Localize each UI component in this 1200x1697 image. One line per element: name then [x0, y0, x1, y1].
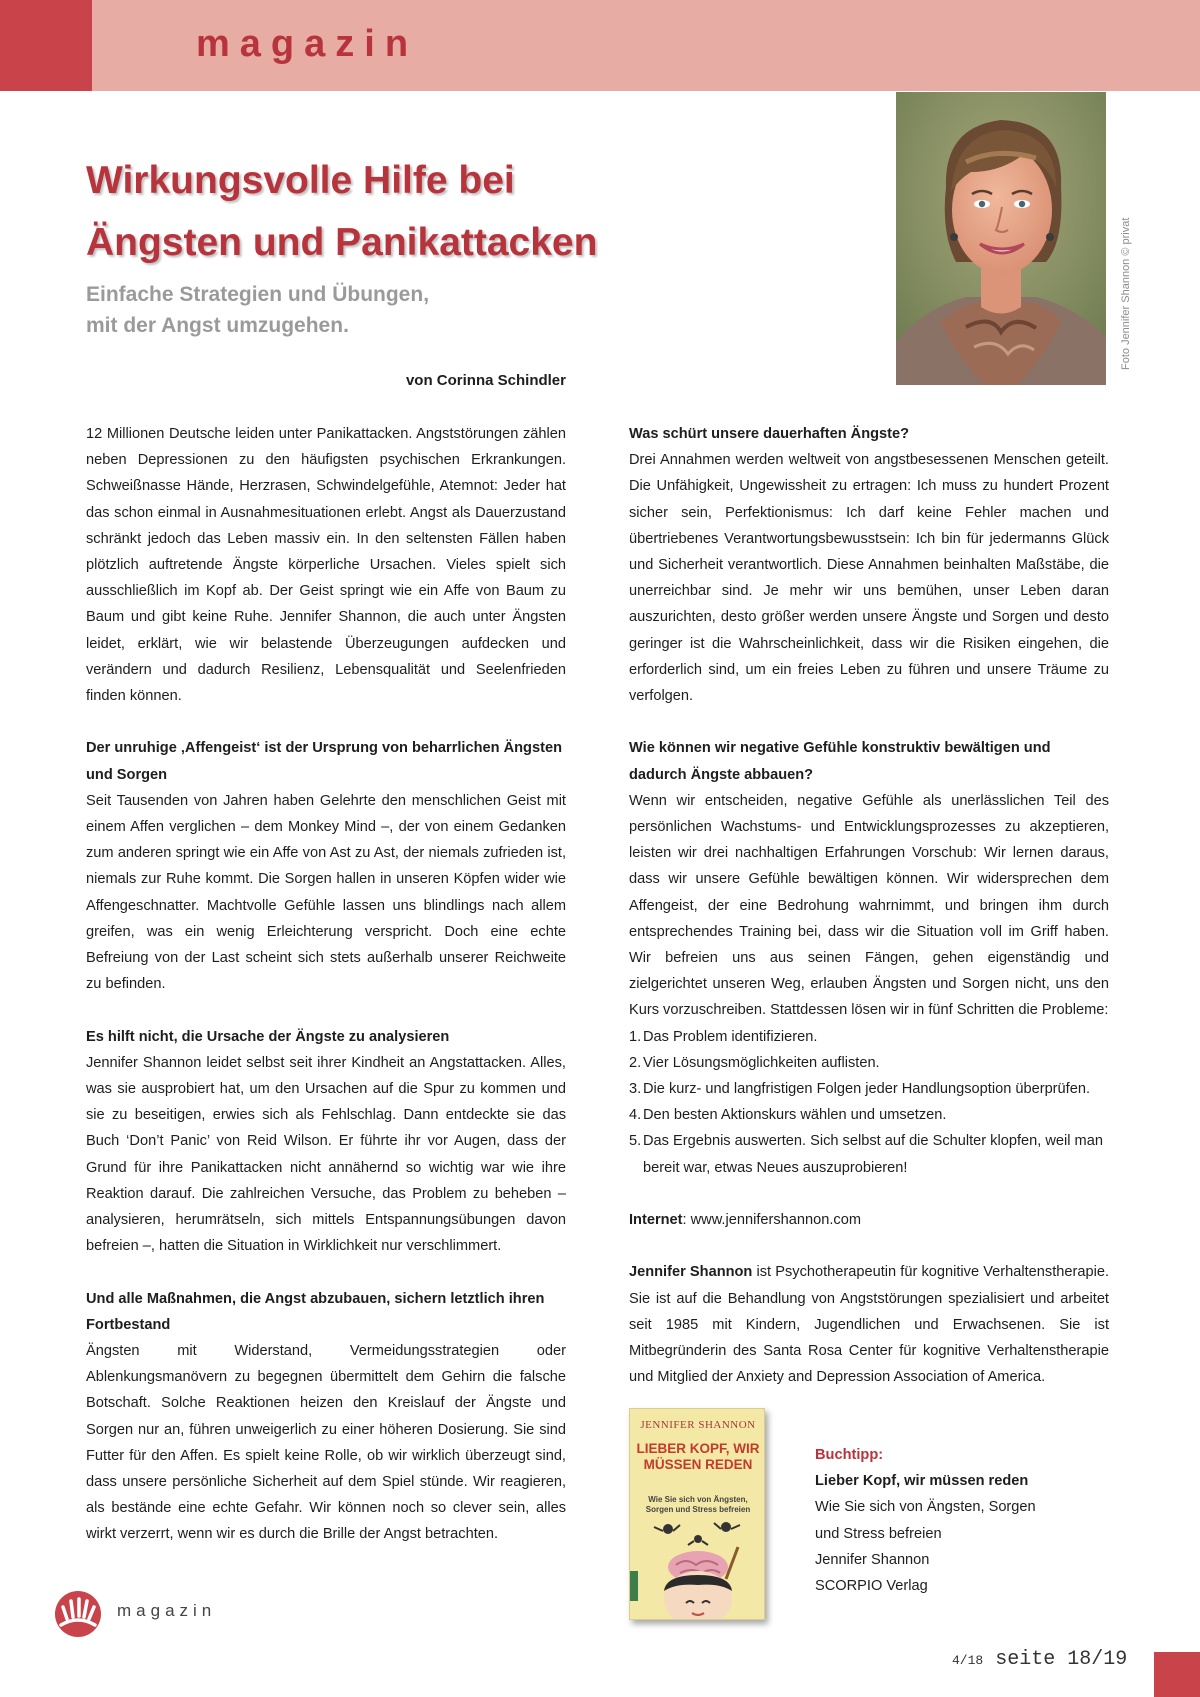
article-headline: [86, 150, 606, 274]
list-item: 1. Das Problem identifizieren.: [629, 1028, 818, 1045]
header-color-block: [0, 0, 92, 91]
author-bio: [629, 1259, 1109, 1390]
section-heading-affengeist: Der unruhige ‚Affengeist‘ ist der Ursprung von beharrlichen Ängsten und Sorgen: [86, 740, 562, 783]
section-body-massnahmen: Ängsten mit Widerstand, Vermeidungsstrategien oder Ablenkungsmanövern zu begegnen übermittelt dem Gehirn die falsche Botschaft. Solche Reaktionen heizen den Kreislauf der Ängste und Sorgen nur an, führen unweigerlich zu einer höheren Dosierung. Sie sind Futter für den Affen. Es spielt keine Rolle, ob wir wirklich überzeugt sind, dass unsere persönliche Sicherheit auf dem Spiel stünde. Wir reagieren, als bestände eine echte Gefahr. Wir können noch so clever sein, alles wirkt verzerrt, wenn wir es durch die Brille der Angst betrachten.: [86, 1343, 566, 1543]
section-body-ursache: Jennifer Shannon leidet selbst seit ihrer Kindheit an Angstattacken. Alles, was sie ausprobiert hat, um den Ursachen auf die Spur zu kommen und sie zu beseitigen, erwies sich als Fehlschlag. Dann entdeckte sie das Buch ‘Don’t Panic’ von Reid Wilson. Er führte ihr vor Augen, dass der Grund für ihre Panikattacken nicht annähernd so wichtig war wie ihre Reaktion darauf. Die zahlreichen Versuche, das Problem zu beheben – analysieren, herumrätseln, sich mittels Entspannungsübungen davon befreien –, hatten die Situation in Wirklichkeit nur verschlimmert.: [86, 1054, 566, 1255]
photo-credit-text: Foto Jennifer Shannon © privat: [1120, 217, 1132, 370]
intro-paragraph: 12 Millionen Deutsche leiden unter Panikattacken. Angststörungen zählen neben Depressionen zu den häufigsten psychischen Erkrankungen. Schweißnasse Hände, Herzrasen, Schwindelgefühle, Atemnot: Jeder hat das schon einmal in Ausnahmesituationen erlebt. Angst als Dauerzustand schränkt jedoch das Leben massiv ein. In den seltensten Fällen haben plötzlich auftretende Ängste körperliche Ursachen. Vieles spielt sich ausschließlich im Kopf ab. Der Geist springt wie ein Affe von Baum zu Baum und gibt keine Ruhe. Jennifer Shannon, die auch unter Ängsten leidet, erklärt, wie wir belastende Überzeugungen aufdecken und verändern und dadurch Resilienz, Lebensqualität und Seelenfrieden finden können.: [86, 426, 566, 705]
section-heading-negative-gefuehle: Wie können wir negative Gefühle konstruktiv bewältigen und dadurch Ängste abbauen?: [629, 740, 1051, 783]
left-text-column: [86, 421, 566, 1548]
list-item: 2. Vier Lösungsmöglichkeiten auflisten.: [629, 1054, 880, 1071]
subtitle-line-1: Einfache Strategien und Übungen,: [86, 283, 430, 306]
list-item: 4. Den besten Aktionskurs wählen und umsetzen.: [629, 1107, 947, 1124]
section-body-negative-gefuehle: Wenn wir entscheiden, negative Gefühle als unerlässlichen Teil des persönlichen Wachstums- und Entwicklungsprozesses zu akzeptieren, leisten wir drei nachhaltigen Erfahrungen Vorschub: Wir lernen daraus, dass wir unsere Gefühle bewältigen können. Wir widersprechen dem Affengeist, der eine Bedrohung wahrnimmt, und bringen ihm durch entsprechendes Training bei, dass wir die Situation voll im Griff haben. Wir befreien uns aus seinen Fängen, gehen eigenständig und zielgerichtet unseren Weg, erlauben Ängsten und Sorgen nicht, uns den Kurs vorzuschreiben. Stattdessen lösen wir in fünf Schritten die Probleme:: [629, 792, 1109, 1019]
page-number: [952, 1648, 1127, 1673]
bio-text: ist Psychotherapeutin für kognitive Verhaltenstherapie. Sie ist auf die Behandlung von Angststörungen spezialisiert und arbeitet seit 1985 mit Kindern, Jugendlichen und Erwachsenen. Sie ist Mitbegründerin des Santa Rosa Center für kognitive Verhaltenstherapie und Mitglied der Anxiety and Depression Association of America.: [629, 1264, 1110, 1386]
book-tip-label: Buchtipp:: [815, 1447, 884, 1463]
article-subtitle: [86, 279, 566, 341]
section-heading-massnahmen: Und alle Maßnahmen, die Angst abzubauen, sichern letztlich ihren Fortbestand: [86, 1290, 545, 1333]
headline-line-2: Ängsten und Panikattacken: [86, 221, 598, 264]
internet-line: Internet: www.jennifershannon.com: [629, 1212, 861, 1229]
list-item: 3. Die kurz- und langfristigen Folgen jeder Handlungsoption überprüfen.: [629, 1081, 1091, 1098]
headline-line-1: Wirkungsvolle Hilfe bei: [86, 159, 515, 202]
book-cover-illustration: [630, 1517, 765, 1620]
book-cover-subtitle: Wie Sie sich von Ängsten, Sorgen und Stress befreien: [645, 1495, 751, 1514]
portrait-illustration: [896, 92, 1106, 385]
book-tip-publisher: SCORPIO Verlag: [815, 1578, 928, 1595]
footer-magazine-name: magazin: [117, 1601, 217, 1620]
right-text-column: [629, 421, 1109, 1390]
bio-name: Jennifer Shannon: [629, 1264, 753, 1281]
section-body-dauerhafte-aengste: Drei Annahmen werden weltweit von angstbesessenen Menschen geteilt. Die Unfähigkeit, Ungewissheit zu ertragen: Ich muss zu hundert Prozent sicher sein, Perfektionismus: Ich darf keine Fehler machen und übertriebenes Verantwortungsbewusstsein: Ich bin für jedermanns Glück und Sicherheit verantwortlich. Diese Annahmen beinhalten Maßstäbe, die unerreichbar sind. Je mehr wir uns bemühen, unser Leben daran auszurichten, desto größer werden unsere Ängste und Sorgen und desto geringer ist die Wahrscheinlichkeit, dass wir die Risiken eingehen, die erforderlich sind, um ein freies Leben zu führen und unsere Träume zu verfolgen.: [629, 452, 1109, 705]
author-portrait-photo: [896, 92, 1106, 385]
book-tip-subtitle-2: und Stress befreien: [815, 1525, 942, 1542]
list-item: 5. Das Ergebnis auswerten. Sich selbst auf die Schulter klopfen, weil man bereit war, etwas Neues auszuprobieren!: [629, 1133, 1103, 1176]
footer-color-block: [1154, 1652, 1200, 1697]
book-tip: [815, 1442, 1095, 1599]
section-heading-ursache: Es hilft nicht, die Ursache der Ängste zu analysieren: [86, 1028, 450, 1045]
steps-list: [629, 1024, 1109, 1181]
page-label: seite 18/19: [983, 1648, 1128, 1671]
byline: von Corinna Schindler: [405, 372, 566, 389]
issue-number: 4/18: [952, 1653, 984, 1668]
section-body-affengeist: Seit Tausenden von Jahren haben Gelehrte den menschlichen Geist mit einem Affen verglichen – dem Monkey Mind –, der von einem Gedanken zum anderen springt wie ein Affe von Ast zu Ast, der niemals zufrieden ist, niemals zur Ruhe kommt. Die Sorgen hallen in unseren Köpfen wider wie Affengeschnatter. Machtvolle Gefühle lassen uns blindlings nach allem greifen, was ein wenig Erleichterung verspricht. Doch eine echte Befreiung von der Last scheint sich stets außerhalb unserer Reichweite zu befinden.: [86, 792, 566, 993]
internet-label: Internet: [629, 1212, 683, 1229]
book-cover-title: LIEBER KOPF, WIR MÜSSEN REDEN: [636, 1441, 760, 1472]
book-cover-author: JENNIFER SHANNON: [640, 1419, 756, 1431]
internet-link[interactable]: www.jennifershannon.com: [690, 1212, 861, 1229]
book-cover: [629, 1408, 765, 1620]
book-tip-title: Lieber Kopf, wir müssen reden: [815, 1473, 1029, 1490]
section-heading-dauerhafte-aengste: Was schürt unsere dauerhaften Ängste?: [629, 426, 910, 442]
book-tip-subtitle-1: Wie Sie sich von Ängsten, Sorgen: [815, 1499, 1036, 1516]
section-title: magazin: [196, 23, 419, 65]
header-band: [0, 0, 1200, 91]
photo-credit: [1110, 215, 1130, 370]
magazine-logo-icon: [49, 1585, 107, 1637]
subtitle-line-2: mit der Angst umzugehen.: [86, 314, 349, 337]
book-tip-author: Jennifer Shannon: [815, 1551, 930, 1568]
